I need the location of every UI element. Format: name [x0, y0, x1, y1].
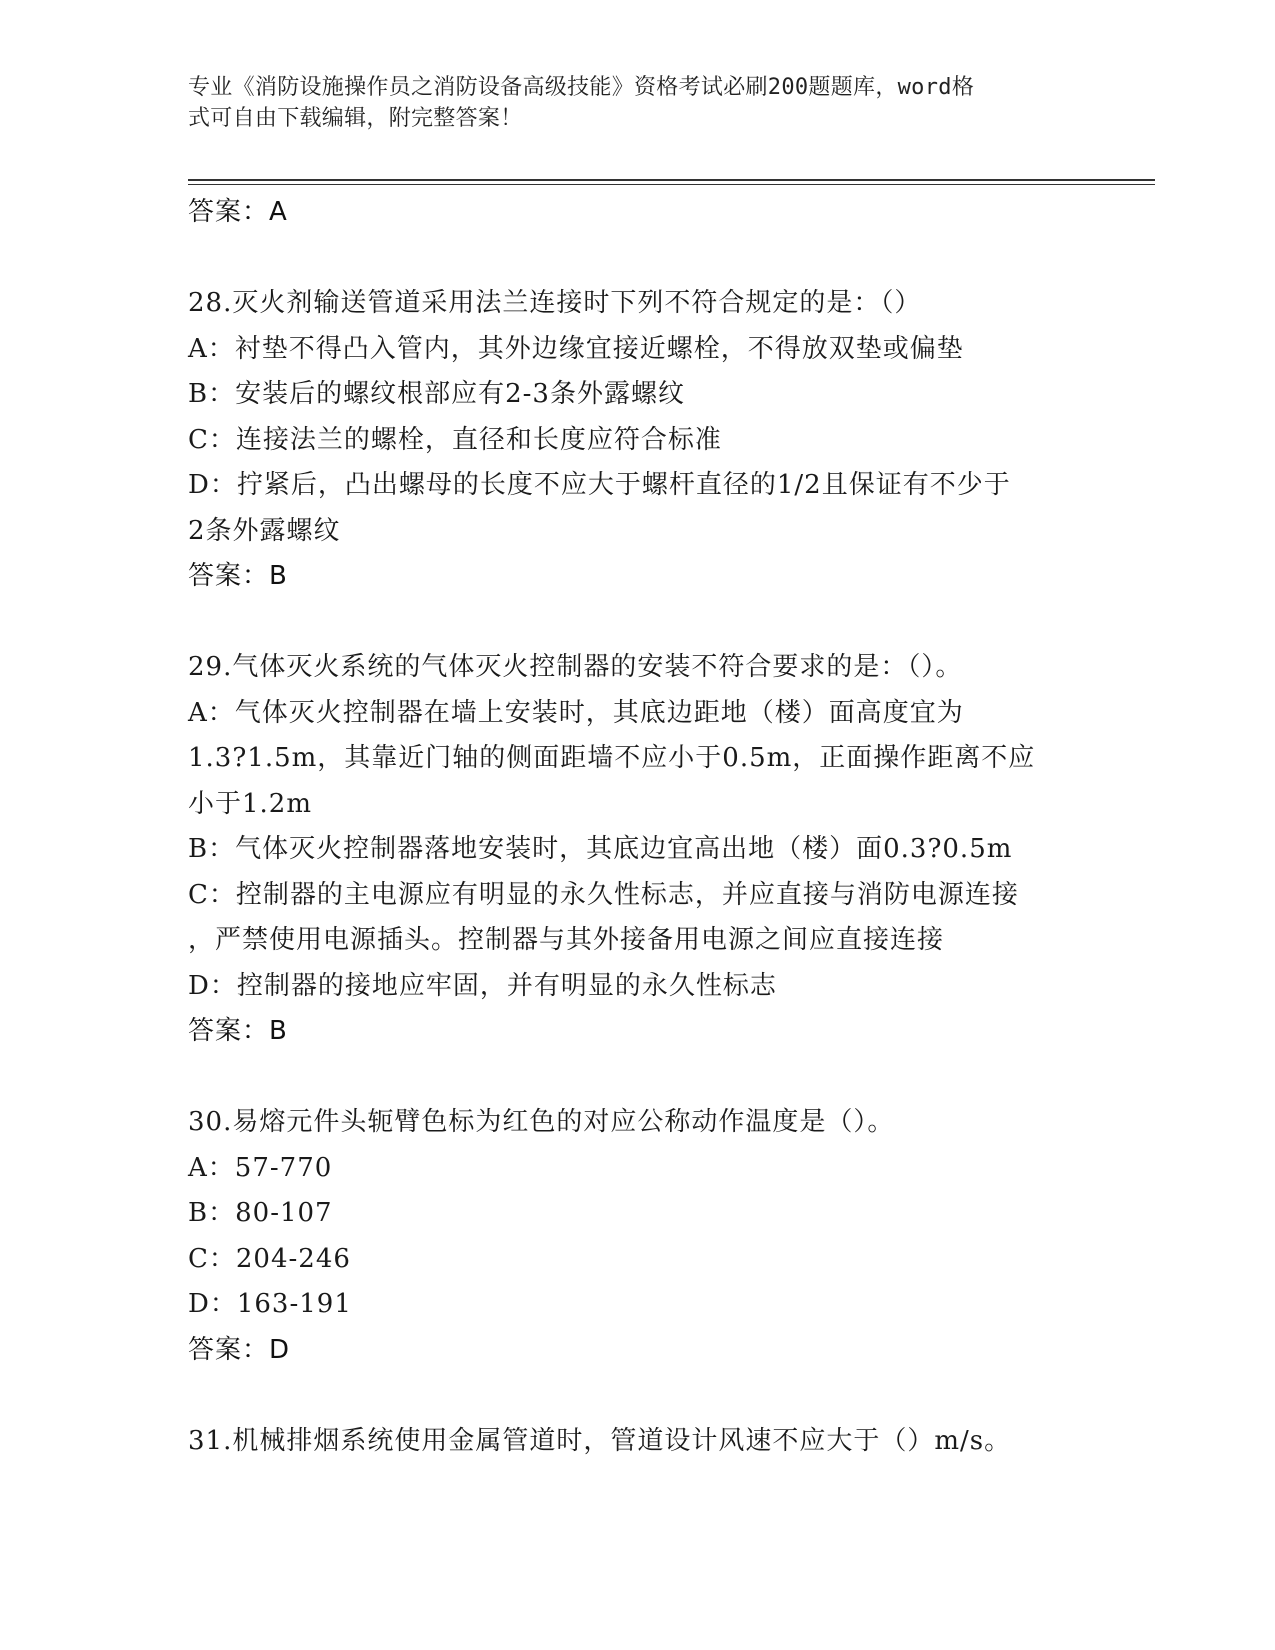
spacer [188, 1373, 1088, 1419]
option-d-continued: 2条外露螺纹 [188, 515, 341, 546]
option-b: B：气体灭火控制器落地安装时，其底边宜高出地（楼）面0.3?0.5m [188, 834, 1013, 864]
option-a: A：57-770 [188, 1152, 333, 1183]
question-stem: 28.灭火剂输送管道采用法兰连接时下列不符合规定的是：（） [188, 288, 922, 318]
option-a: A：气体灭火控制器在墙上安装时，其底边距地（楼）面高度宜为 [188, 697, 964, 728]
question-28 [188, 281, 1088, 600]
answer: 答案：B [188, 1016, 288, 1046]
option-a: A：衬垫不得凸入管内，其外边缘宜接近螺栓，不得放双垫或偏垫 [188, 333, 964, 364]
document-header [188, 72, 1068, 134]
spacer [188, 600, 1088, 646]
option-c: C：连接法兰的螺栓，直径和长度应符合标准 [188, 424, 722, 455]
previous-answer: 答案：A [188, 197, 288, 227]
option-c-continued: ，严禁使用电源插头。控制器与其外接备用电源之间应直接连接 [188, 925, 945, 955]
option-d: D：163-191 [188, 1289, 352, 1319]
question-list [188, 190, 1088, 1464]
question-29 [188, 645, 1088, 1055]
option-d: D：拧紧后，凸出螺母的长度不应大于螺杆直径的1/2且保证有不少于 [188, 470, 1011, 500]
option-b: B：安装后的螺纹根部应有2-3条外露螺纹 [188, 379, 685, 409]
question-stem: 30.易熔元件头轭臂色标为红色的对应公称动作温度是（）。 [188, 1107, 895, 1137]
question-30 [188, 1100, 1088, 1373]
answer: 答案：D [188, 1334, 291, 1365]
option-a-continued: 1.3?1.5m，其靠近门轴的侧面距墙不应小于0.5m，正面操作距离不应 [188, 743, 1036, 773]
question-stem: 29.气体灭火系统的气体灭火控制器的安装不符合要求的是：（）。 [188, 652, 963, 682]
question-stem: 31.机械排烟系统使用金属管道时，管道设计风速不应大于（）m/s。 [188, 1425, 1012, 1456]
option-c: C：204-246 [188, 1243, 351, 1274]
option-a-continued: 小于1.2m [188, 788, 313, 819]
spacer [188, 236, 1088, 282]
question-31 [188, 1419, 1088, 1465]
option-d: D：控制器的接地应牢固，并有明显的永久性标志 [188, 970, 777, 1001]
header-divider-thin [188, 184, 1155, 185]
answer: 答案：B [188, 561, 288, 591]
header-line-1: 专业《消防设施操作员之消防设备高级技能》资格考试必刷200题题库，word格 [188, 75, 975, 100]
spacer [188, 1055, 1088, 1101]
header-divider [188, 179, 1155, 181]
option-c: C：控制器的主电源应有明显的永久性标志，并应直接与消防电源连接 [188, 879, 1019, 910]
option-b: B：80-107 [188, 1198, 333, 1228]
header-line-2: 式可自由下载编辑，附完整答案！ [188, 106, 523, 131]
